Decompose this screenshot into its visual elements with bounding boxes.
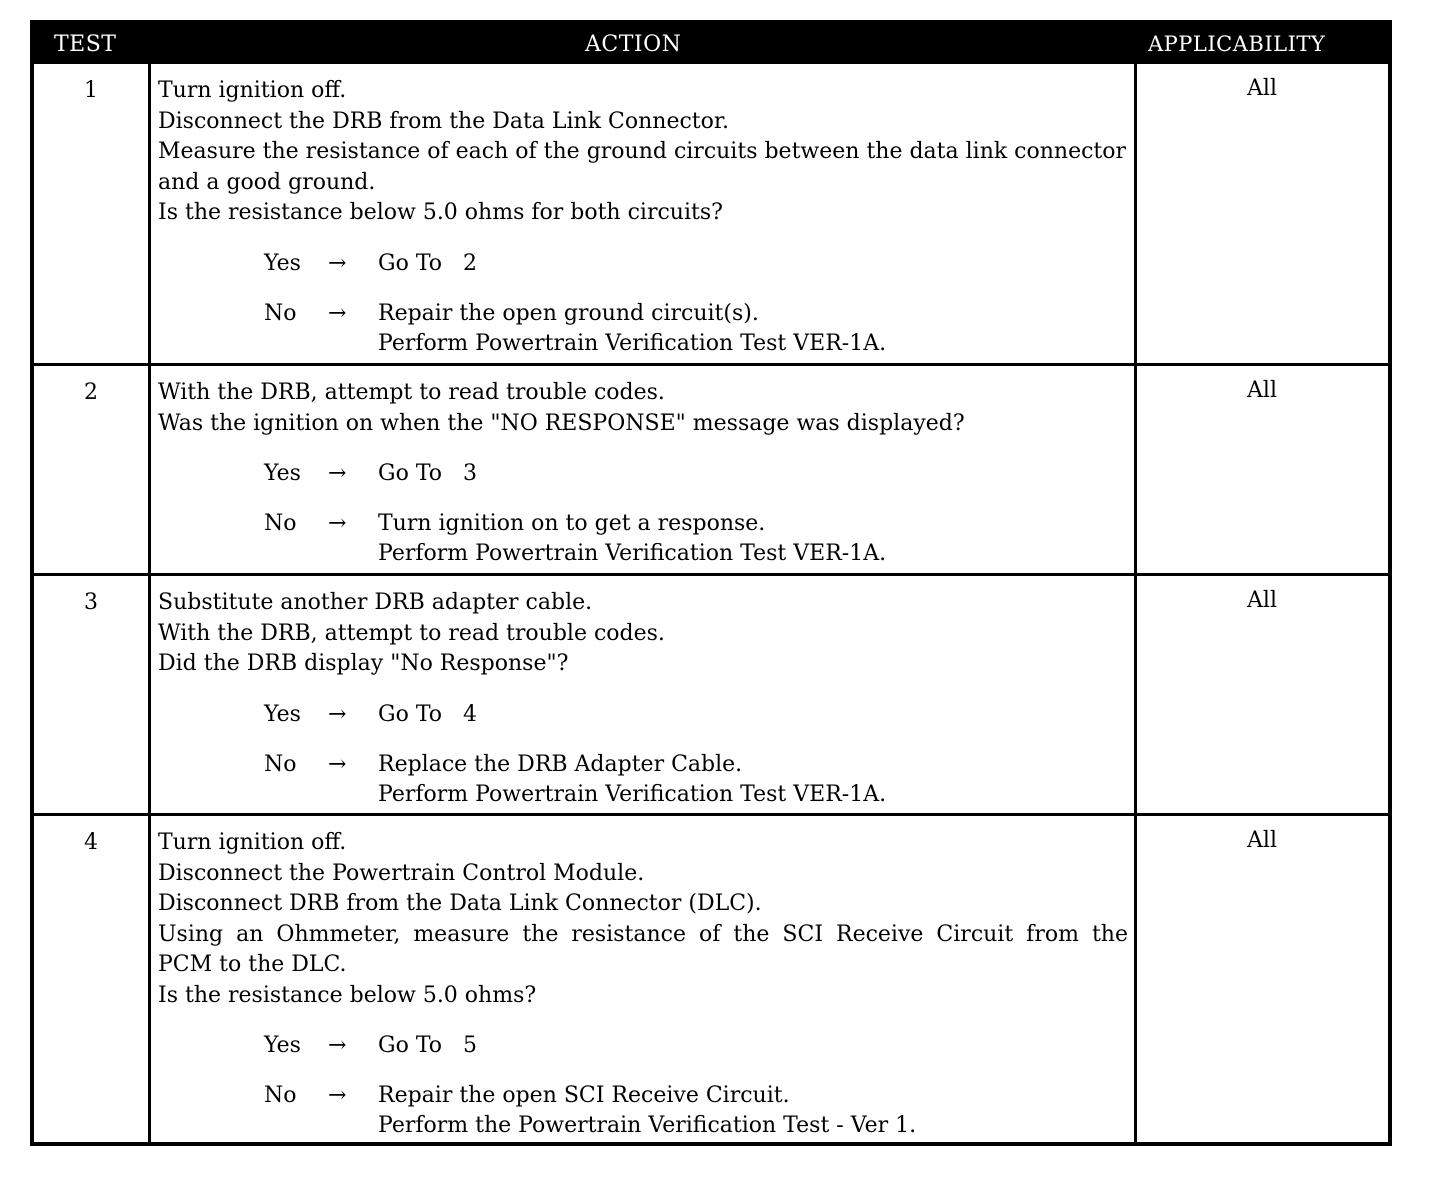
action-step: Did the DRB display "No Response"?	[158, 651, 569, 676]
action-cell	[158, 378, 1128, 569]
no-label: No	[264, 511, 297, 536]
yes-result: Go To 5	[378, 1033, 477, 1058]
no-result-line: Perform Powertrain Verification Test VER-1A.	[378, 330, 887, 356]
arrow-icon: →	[328, 751, 347, 777]
no-branch	[158, 1081, 1128, 1141]
no-result-line: Replace the DRB Adapter Cable.	[378, 751, 743, 777]
no-branch	[158, 750, 1128, 810]
table-header	[34, 24, 1388, 64]
no-label: No	[264, 300, 297, 326]
arrow-icon: →	[328, 250, 347, 276]
arrow-icon: →	[328, 701, 347, 727]
no-result	[378, 750, 886, 810]
action-step: With the DRB, attempt to read trouble codes.	[158, 380, 665, 405]
action-step: With the DRB, attempt to read trouble codes.	[158, 620, 665, 646]
yes-result: Go To 3	[378, 461, 477, 486]
no-result	[378, 509, 886, 569]
action-step: Is the resistance below 5.0 ohms for both circuits?	[158, 200, 723, 225]
action-step: Turn ignition off.	[158, 830, 347, 855]
table-row-test-1	[34, 64, 1388, 366]
yes-result: Go To 4	[378, 701, 477, 727]
action-step: Is the resistance below 5.0 ohms?	[158, 982, 537, 1008]
no-branch	[158, 299, 1128, 359]
test-number: 3	[84, 590, 98, 615]
diagnostic-table	[30, 20, 1392, 1146]
yes-label: Yes	[264, 701, 301, 727]
table-row-test-4	[34, 816, 1388, 1142]
no-label: No	[264, 751, 297, 777]
action-step: PCM to the DLC.	[158, 952, 347, 977]
no-result-line: Repair the open SCI Receive Circuit.	[378, 1083, 790, 1108]
action-cell	[158, 828, 1128, 1141]
arrow-icon: →	[328, 461, 347, 486]
no-label: No	[264, 1083, 297, 1108]
test-number: 2	[84, 380, 98, 405]
yes-branch	[158, 700, 1128, 730]
yes-branch	[158, 459, 1128, 489]
no-result	[378, 299, 886, 359]
arrow-icon: →	[328, 511, 347, 536]
yes-label: Yes	[264, 250, 301, 276]
header-applicability: APPLICABILITY	[1148, 32, 1326, 56]
yes-label: Yes	[264, 461, 301, 486]
yes-result: Go To 2	[378, 250, 477, 276]
table-row-test-2	[34, 366, 1388, 576]
action-step: Using an Ohmmeter, measure the resistance of the SCI Receive Circuit from the	[158, 921, 1128, 947]
action-step: Disconnect DRB from the Data Link Connector (DLC).	[158, 891, 762, 916]
applicability-value: All	[1247, 588, 1277, 613]
test-number: 4	[84, 830, 98, 855]
no-result	[378, 1081, 916, 1141]
header-action: ACTION	[585, 32, 682, 57]
no-result-line: Perform the Powertrain Verification Test - Ver 1.	[378, 1113, 917, 1138]
no-result-line: Perform Powertrain Verification Test VER-1A.	[378, 541, 887, 566]
action-step: and a good ground.	[158, 169, 376, 195]
test-number: 1	[84, 78, 98, 103]
action-step: Measure the resistance of each of the ground circuits between the data link connector	[158, 139, 1127, 164]
yes-branch	[158, 249, 1128, 279]
action-step: Substitute another DRB adapter cable.	[158, 590, 593, 615]
no-result-line: Perform Powertrain Verification Test VER-1A.	[378, 781, 887, 807]
no-result-line: Repair the open ground circuit(s).	[378, 300, 759, 326]
table-row-test-3	[34, 576, 1388, 816]
applicability-value: All	[1247, 378, 1277, 403]
action-cell	[158, 76, 1128, 359]
action-step: Was the ignition on when the "NO RESPONSE" message was displayed?	[158, 410, 965, 436]
action-step: Disconnect the Powertrain Control Module.	[158, 860, 645, 886]
arrow-icon: →	[328, 1083, 347, 1108]
arrow-icon: →	[328, 300, 347, 326]
arrow-icon: →	[328, 1033, 347, 1058]
action-step: Disconnect the DRB from the Data Link Connector.	[158, 108, 729, 134]
header-test: TEST	[54, 32, 117, 57]
applicability-value: All	[1247, 828, 1277, 853]
applicability-value: All	[1247, 76, 1277, 101]
yes-label: Yes	[264, 1033, 301, 1058]
no-branch	[158, 509, 1128, 569]
action-step: Turn ignition off.	[158, 78, 347, 103]
yes-branch	[158, 1031, 1128, 1061]
action-cell	[158, 588, 1128, 810]
no-result-line: Turn ignition on to get a response.	[378, 511, 766, 536]
